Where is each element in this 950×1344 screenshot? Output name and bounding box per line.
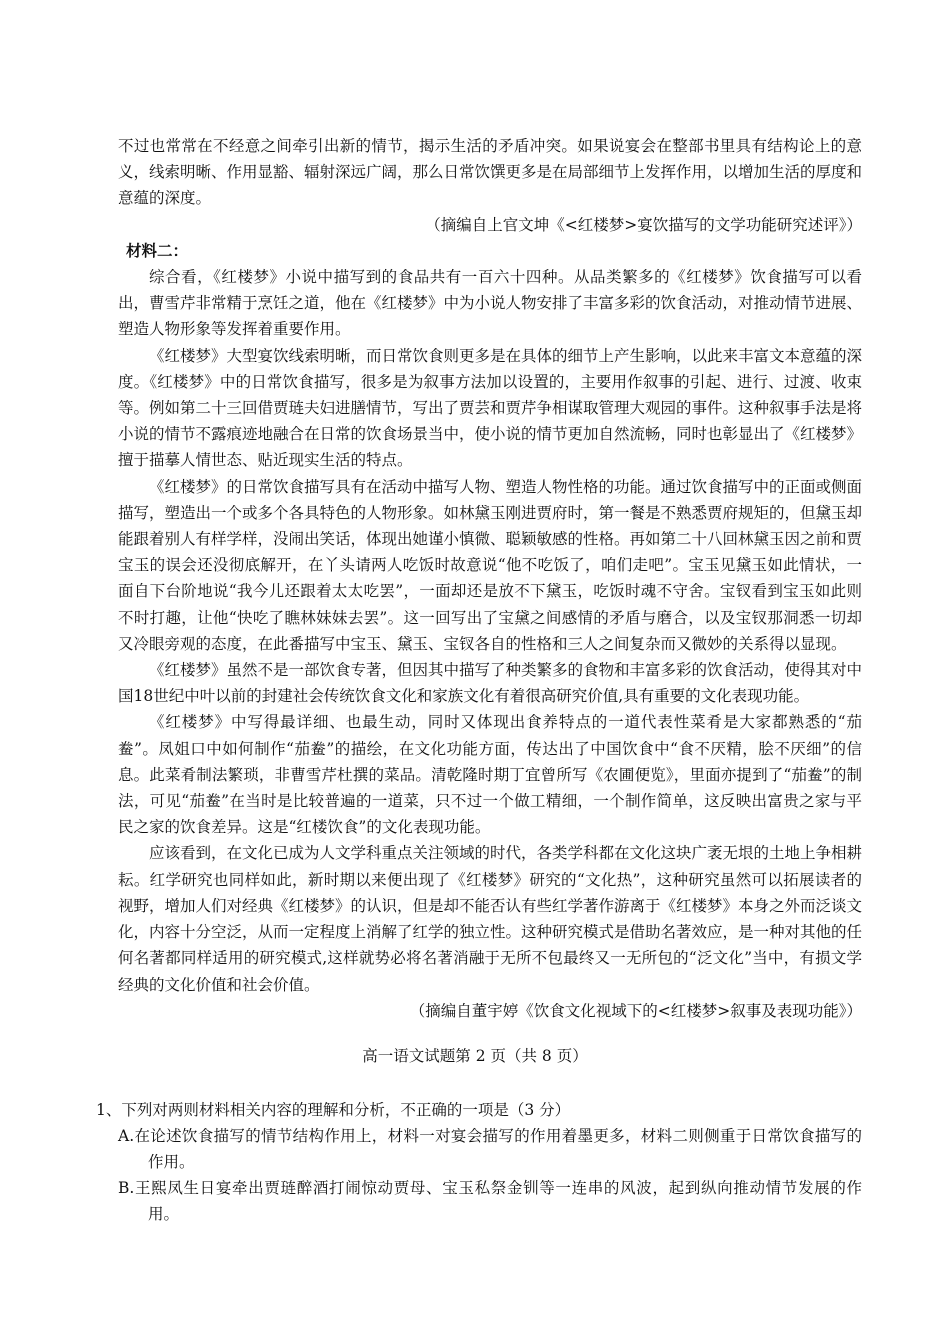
material2-source: （摘编自董宇婷《饮食文化视域下的<红楼梦>叙事及表现功能》） (409, 1001, 862, 1020)
material2-paragraph: 综合看，《红楼梦》小说中描写到的食品共有一百六十四种。从品类繁多的《红楼梦》饮食描写可以看出，曹雪芹非常精于烹饪之道，他在《红楼梦》中为小说人物安排了丰富多彩的饮食活动，对推动情节进展、塑造人物形象等发挥着重要作用。 (118, 268, 863, 339)
question-1 (96, 1097, 862, 1227)
material1-source: （摘编自上官文坤《<红楼梦>宴饮描写的文学功能研究述评》） (425, 215, 862, 234)
material2-paragraph: 应该看到，在文化已成为人文学科重点关注领域的时代，各类学科都在文化这块广袤无垠的土地上争相耕耘。红学研究也同样如此，新时期以来便出现了《红楼梦》研究的“文化热”，这种研究虽然可以拓展读者的视野，增加人们对经典《红楼梦》的认识，但是却不能否认有些红学著作游离于《红楼梦》本身之外而泛谈文化，内容十分空泛，从而一定程度上消解了红学的独立性。这种研究模式是借助名著效应，是一种对其他的任何名著都同样适用的研究模式,这样就势必将名著消融于无所不包最终又一无所包的“泛文化”当中，有损文学经典的文化价值和社会价值。 (118, 844, 863, 994)
material2-paragraph: 《红楼梦》大型宴饮线索明晰，而日常饮食则更多是在具体的细节上产生影响，以此来丰富文本意蕴的深度。《红楼梦》中的日常饮食描写，很多是为叙事方法加以设置的，主要用作叙事的引起、进行、过渡、收束等。例如第二十三回借贾琏夫妇进膳情节，写出了贾芸和贾芹争相谋取管理大观园的事件。这种叙事手法是将小说的情节不露痕迹地融合在日常的饮食场景当中，使小说的情节更加自然流畅，同时也彰显出了《红楼梦》擅于描摹人情世态、贴近现实生活的特点。 (118, 346, 863, 470)
article-body (118, 133, 862, 1024)
material2-paragraph: 《红楼梦》中写得最详细、也最生动，同时又体现出食养特点的一道代表性菜肴是大家都熟悉的“茄鲞”。凤姐口中如何制作“茄鲞”的描绘，在文化功能方面，传达出了中国饮食中“食不厌精，脍不厌细”的信息。此菜肴制法繁琐，非曹雪芹杜撰的菜品。清乾隆时期丁宜曾所写《农圃便览》，里面亦提到了“茄鲞”的制法，可见“茄鲞”在当时是比较普遍的一道菜，只不过一个做工精细，一个制作简单，这反映出富贵之家与平民之家的饮食差异。这是“红楼饮食”的文化表现功能。 (118, 713, 862, 837)
material2-heading: 材料二： (126, 241, 189, 260)
option-b: B.王熙凤生日宴牵出贾琏醉酒打闹惊动贾母、宝玉私祭金钏等一连串的风波，起到纵向推动情节发展的作用。 (118, 1179, 862, 1223)
material1-tail-paragraph: 不过也常常在不经意之间牵引出新的情节，揭示生活的矛盾冲突。如果说宴会在整部书里具有结构论上的意义，线索明晰、作用显豁、辐射深远广阔，那么日常饮馔更多是在局部细节上发挥作用，以增加生活的厚度和意蕴的深度。 (118, 137, 863, 208)
material2-paragraph: 《红楼梦》的日常饮食描写具有在活动中描写人物、塑造人物性格的功能。通过饮食描写中的正面或侧面描写，塑造出一个或多个各具特色的人物形象。如林黛玉刚进贾府时，第一餐是不熟悉贾府规矩的，但黛玉却能跟着别人有样学样，没闹出笑话，体现出她谨小慎微、聪颖敏感的性格。再如第二十八回林黛玉因之前和贾宝玉的误会还没彻底解开，在丫头请两人吃饭时故意说“他不吃饭了，咱们走吧”。宝玉见黛玉如此情状，一面自下台阶地说“我今儿还跟着太太吃罢”，一面却还是放不下黛玉，吃饭时魂不守舍。宝钗看到宝玉如此则不时打趣，让他“快吃了瞧林妹妹去罢”。这一回写出了宝黛之间感情的矛盾与磨合，以及宝钗那洞悉一切却又冷眼旁观的态度，在此番描写中宝玉、黛玉、宝钗各自的性格和三人之间复杂而又微妙的关系得以显现。 (118, 477, 863, 653)
question-stem: 1、下列对两则材料相关内容的理解和分析，不正确的一项是（3 分） (96, 1101, 571, 1119)
page-footer: 高一语文试题第 2 页（共 8 页） (362, 1047, 588, 1065)
option-a: A.在论述饮食描写的情节结构作用上，材料一对宴会描写的作用着墨更多，材料二则侧重于日常饮食描写的作用。 (118, 1127, 862, 1171)
material2-paragraph: 《红楼梦》虽然不是一部饮食专著，但因其中描写了种类繁多的食物和丰富多彩的饮食活动，使得其对中国18世纪中叶以前的封建社会传统饮食文化和家族文化有着很高研究价值,具有重要的文化表现功能。 (118, 661, 863, 706)
